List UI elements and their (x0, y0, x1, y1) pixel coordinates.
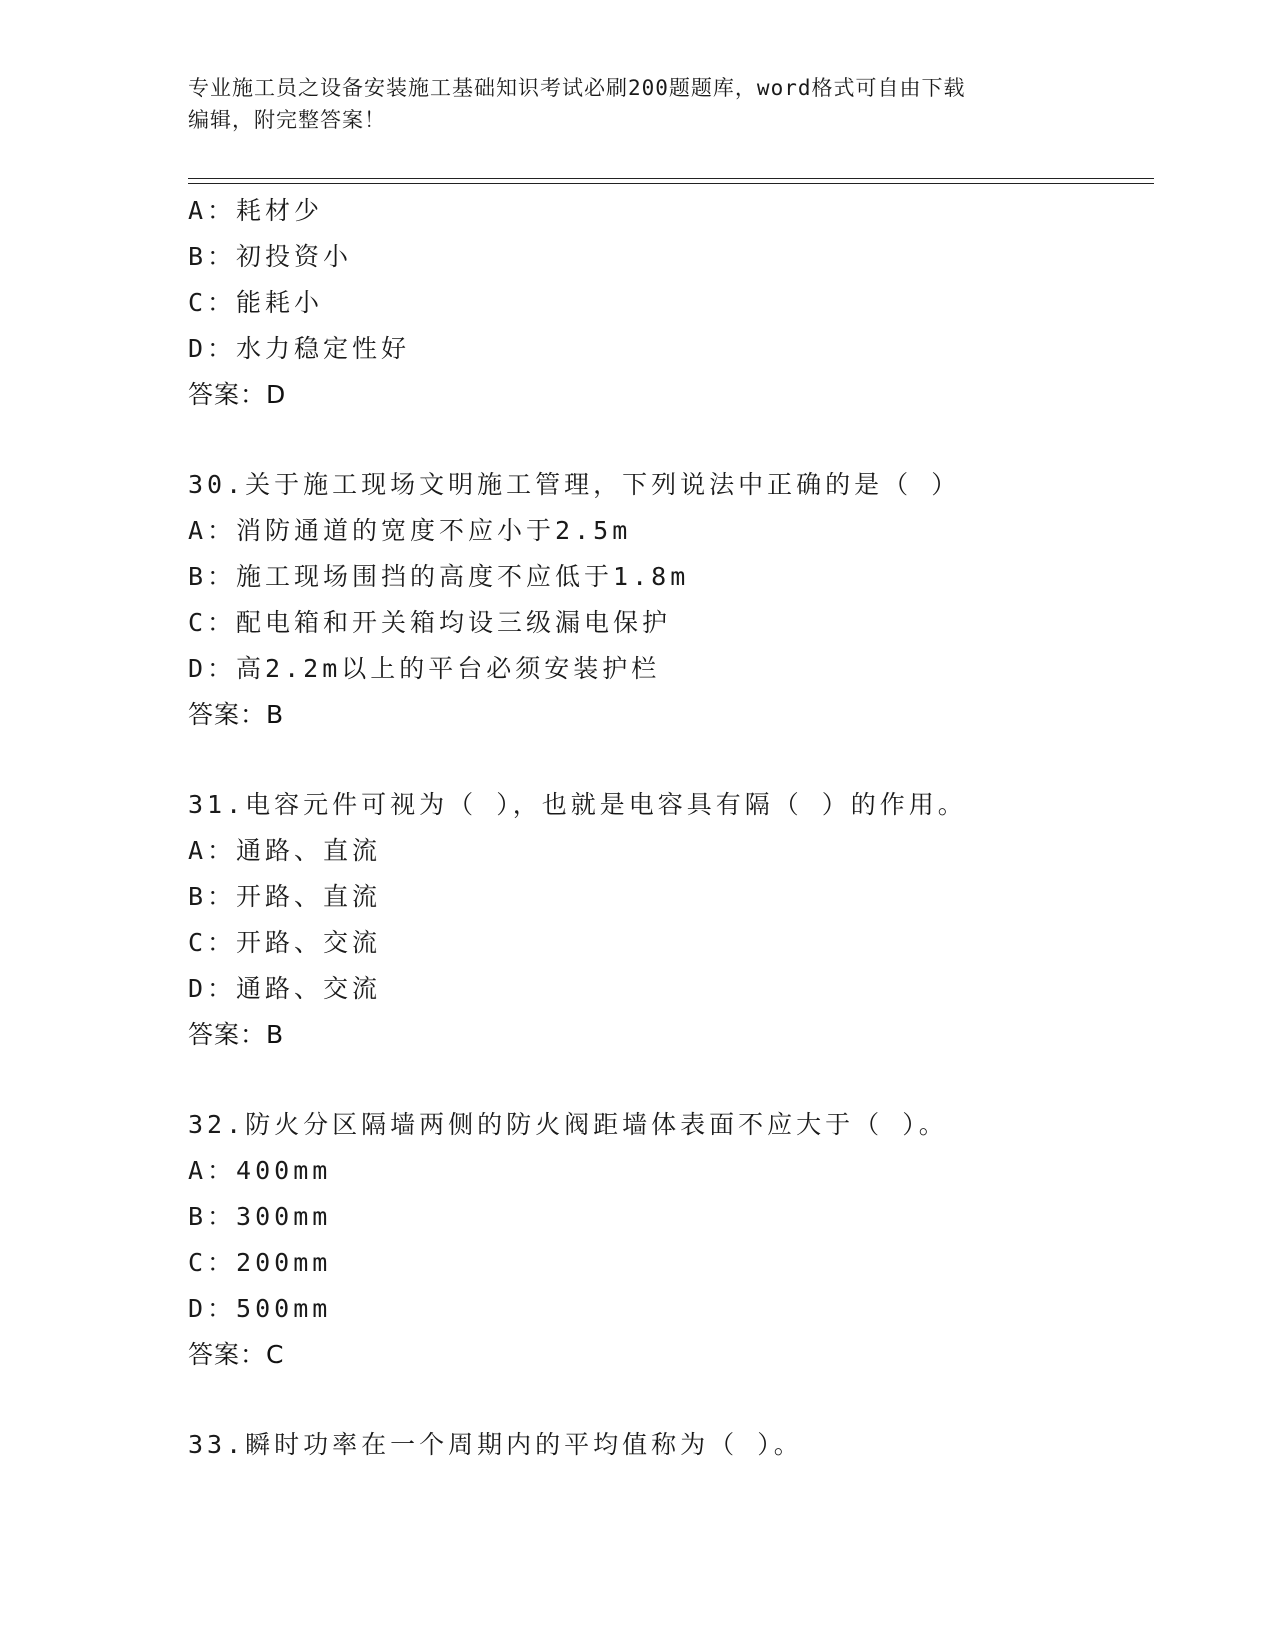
option-b: B：施工现场围挡的高度不应低于1.8m (188, 562, 690, 591)
answer-label: 答案：C (188, 1340, 285, 1369)
option-a: A：消防通道的宽度不应小于2.5m (188, 516, 632, 545)
option-a: A：通路、直流 (188, 836, 382, 865)
question-text: 30.关于施工现场文明施工管理，下列说法中正确的是（ ） (188, 470, 961, 499)
answer-label: 答案：B (188, 700, 285, 729)
header-divider (188, 178, 1154, 184)
option-d: D：500mm (188, 1294, 332, 1323)
question-list (188, 188, 1148, 1468)
header-title-line2: 编辑，附完整答案！ (188, 108, 386, 132)
option-c: C：200mm (188, 1248, 332, 1277)
option-c: C：配电箱和开关箱均设三级漏电保护 (188, 608, 672, 637)
option-b: B：300mm (188, 1202, 332, 1231)
document-header (188, 72, 1088, 136)
option-d: D：通路、交流 (188, 974, 382, 1003)
answer-label: 答案：D (188, 380, 287, 409)
option-a: A：400mm (188, 1156, 332, 1185)
option-a: A：耗材少 (188, 196, 324, 225)
question-block-30 (188, 462, 1148, 738)
header-title-line1: 专业施工员之设备安装施工基础知识考试必刷200题题库，word格式可自由下载 (188, 76, 966, 100)
option-d: D：水力稳定性好 (188, 334, 411, 363)
question-block-31 (188, 782, 1148, 1058)
answer-label: 答案：B (188, 1020, 285, 1049)
option-c: C：开路、交流 (188, 928, 382, 957)
question-text: 33.瞬时功率在一个周期内的平均值称为（ ）。 (188, 1430, 803, 1459)
option-b: B：初投资小 (188, 242, 353, 271)
question-text: 32.防火分区隔墙两侧的防火阀距墙体表面不应大于（ ）。 (188, 1110, 948, 1139)
option-d: D：高2.2m以上的平台必须安装护栏 (188, 654, 661, 683)
question-text: 31.电容元件可视为（ ），也就是电容具有隔（ ）的作用。 (188, 790, 967, 819)
question-block-33 (188, 1422, 1148, 1468)
option-b: B：开路、直流 (188, 882, 382, 911)
question-block-29 (188, 188, 1148, 418)
option-c: C：能耗小 (188, 288, 324, 317)
question-block-32 (188, 1102, 1148, 1378)
